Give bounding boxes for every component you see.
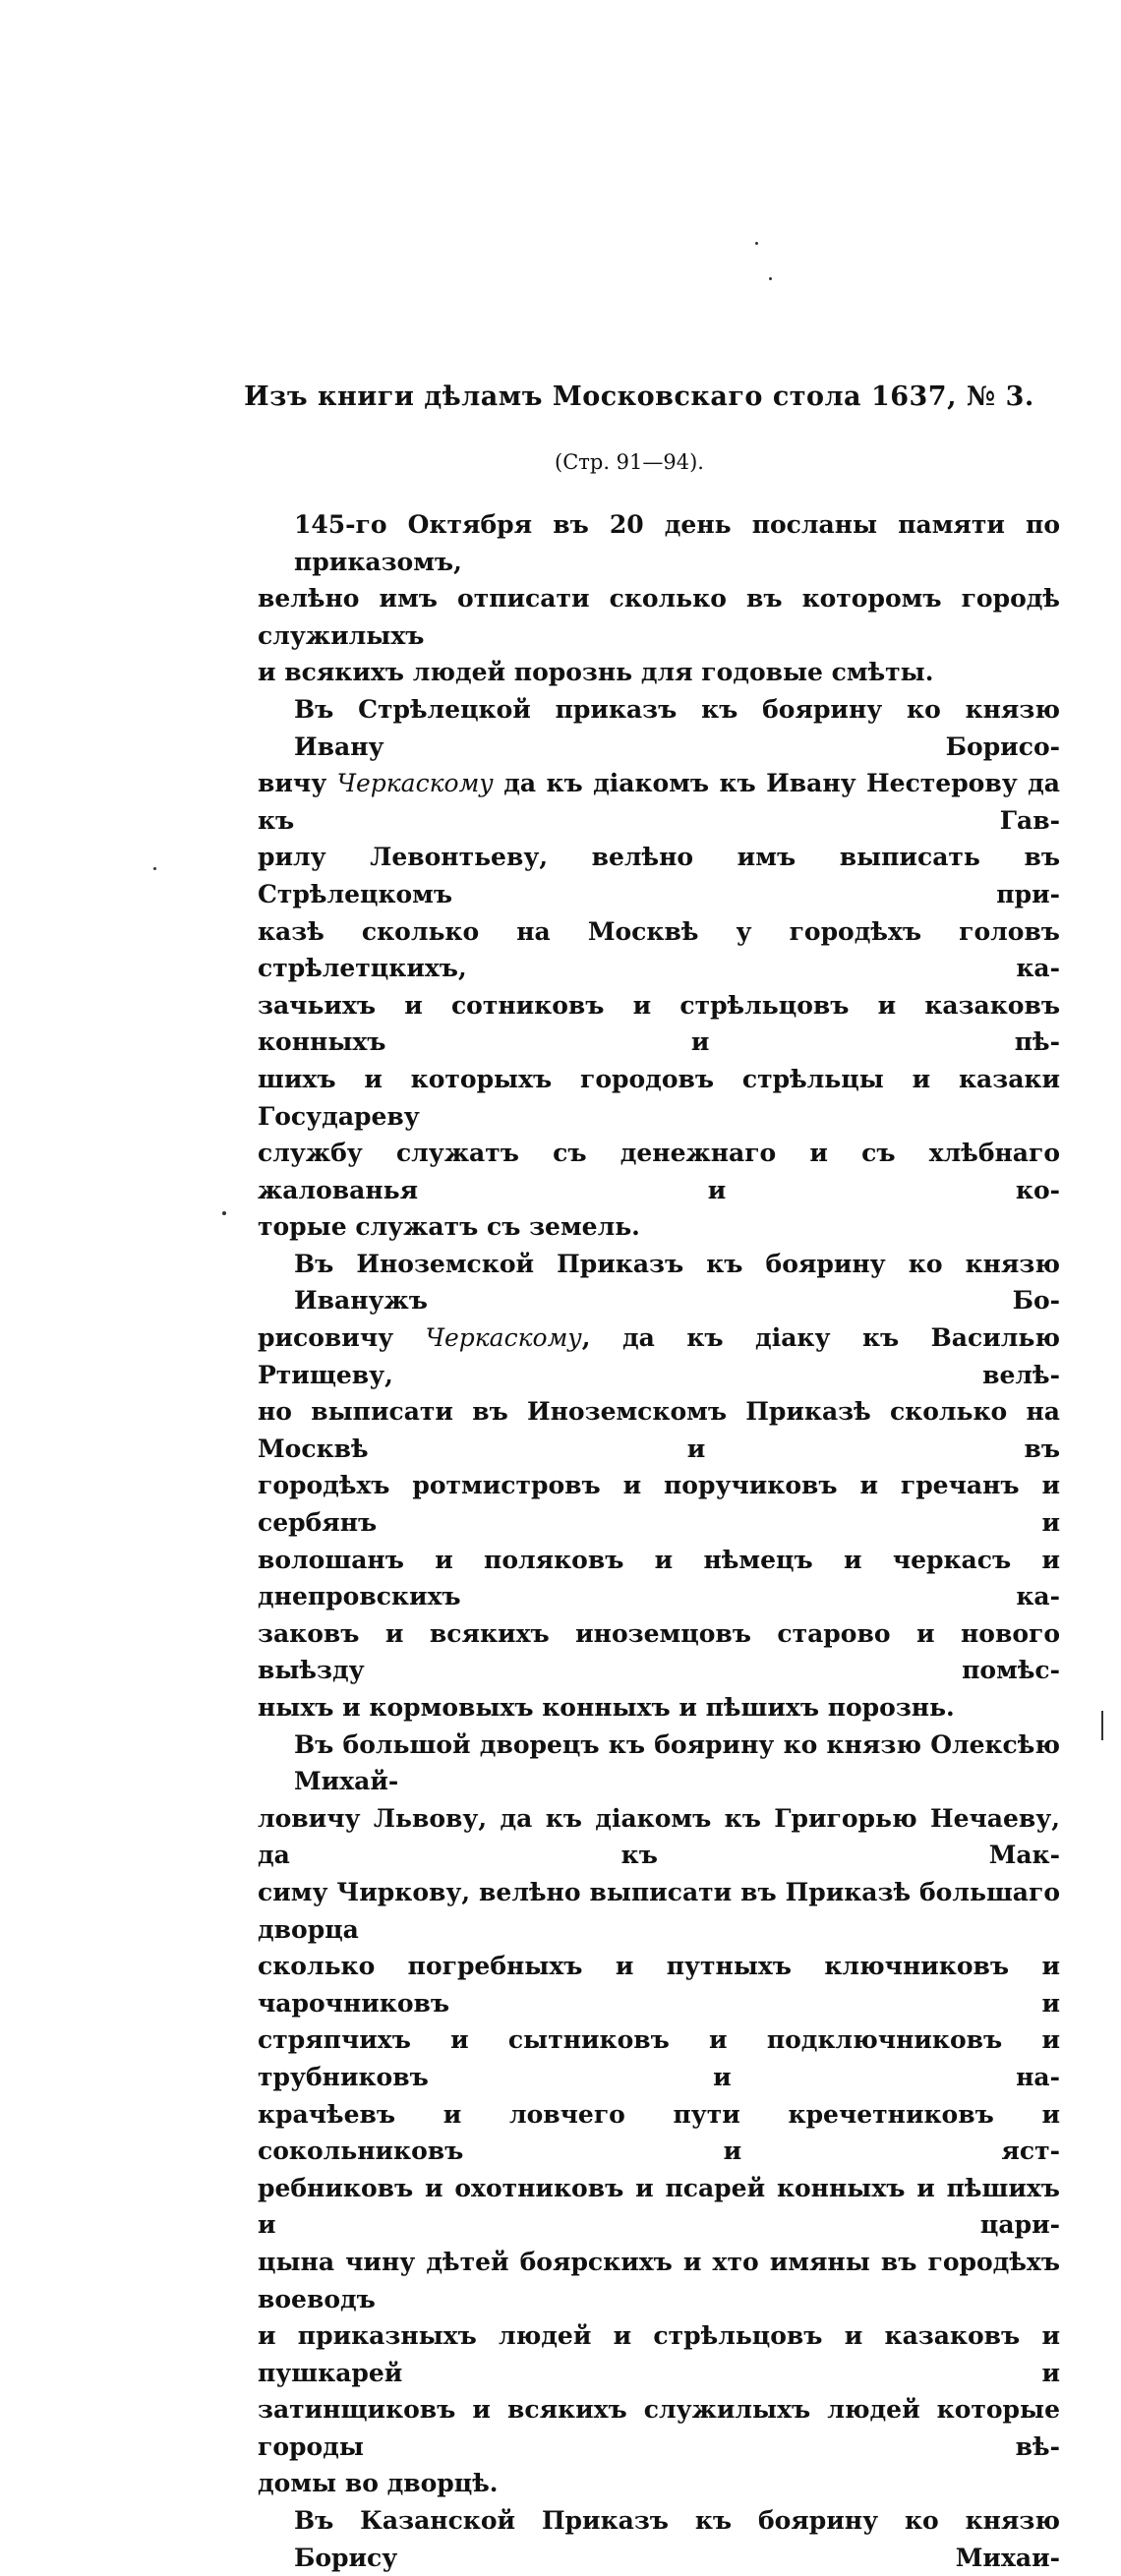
text-line: казѣ сколько на Москвѣ у городѣхъ головъ стрѣлетцкихъ, ка- [258,916,1060,983]
text-line: ловичу Львову, да къ діакомъ къ Григорью Нечаеву, да къ Мак- [258,1803,1060,1870]
paragraph [258,2502,1060,2576]
text-line: ныхъ и кормовыхъ конныхъ и пѣшихъ порознь. [258,1693,955,1722]
text-line: рилу Левонтьеву, велѣно имъ выписать въ Стрѣлецкомъ при- [258,843,1060,908]
text-line: 145-го Октября въ 20 день посланы памяти по приказомъ, [294,510,1060,576]
text-line: стряпчихъ и сытниковъ и подключниковъ и трубниковъ и на- [258,2025,1060,2091]
scan-speck [755,242,758,245]
text-line: Въ Стрѣлецкой приказъ къ боярину ко князю Ивану Борисо- [294,694,1060,761]
text-line: Въ Иноземской Приказъ къ боярину ко князю Иванужъ Бо- [294,1249,1060,1316]
scan-speck [1101,1711,1103,1740]
paragraph [258,506,1060,691]
text-line: шихъ и которыхъ городовъ стрѣльцы и казаки Государеву [258,1064,1060,1131]
text-line: службу служатъ съ денежнаго и съ хлѣбнаго жалованья и ко- [258,1139,1060,1204]
text-line: Въ Казанской Приказъ къ боярину ко князю Борису Михаи- [294,2506,1060,2572]
document-body [258,506,1060,2576]
text-line: ребниковъ и охотниковъ и псарей конныхъ и пѣшихъ и цари- [258,2173,1060,2240]
text-line: цына чину дѣтей боярскихъ и хто имяны въ городѣхъ воеводъ [258,2247,1060,2313]
scan-speck [769,277,772,280]
text-line: вичу Черкаскому да къ діакомъ къ Ивану Нестерову да къ Гав- [258,769,1060,835]
text-line: крачѣевъ и ловчего пути кречетниковъ и сокольниковъ и яст- [258,2099,1060,2166]
text-line: но выписати въ Иноземскомъ Приказѣ сколько на Москвѣ и въ [258,1397,1060,1463]
text-line: сколько погребныхъ и путныхъ ключниковъ и чарочниковъ и [258,1952,1060,2018]
text-line: и всякихъ людей порознь для годовые смѣты. [258,658,934,687]
text-line: заковъ и всякихъ иноземцовъ старово и нового выѣзду помѣс- [258,1618,1060,1685]
text-line: городѣхъ ротмистровъ и поручиковъ и гречанъ и сербянъ и [258,1471,1060,1538]
text-line: торые служатъ съ земель. [258,1212,640,1242]
text-line: Въ большой дворецъ къ боярину ко князю Олексѣю Михай- [294,1729,1060,1796]
text-line: домы во дворцѣ. [258,2469,499,2498]
text-line: и приказныхъ людей и стрѣльцовъ и казаковъ и пушкарей и [258,2321,1060,2387]
text-line: велѣно имъ отписати сколько въ которомъ городѣ служилыхъ [258,584,1060,650]
text-line: затинщиковъ и всякихъ служилыхъ людей которые городы вѣ- [258,2395,1060,2461]
text-line: зачьихъ и сотниковъ и стрѣльцовъ и казаковъ конныхъ и пѣ- [258,990,1060,1057]
text-line: рисовичу Черкаскому, да къ діаку къ Василью Ртищеву, велѣ- [258,1323,1060,1389]
text-line: симу Чиркову, велѣно выписати въ Приказѣ большаго дворца [258,1877,1060,1944]
page-range-reference: (Стр. 91—94). [555,450,704,474]
paragraph [258,691,1060,1246]
italic-name: Черкаскому [425,1323,582,1353]
scan-speck [222,1211,226,1215]
scan-speck [153,867,156,870]
italic-name: Черкаскому [336,769,494,798]
document-heading: Изъ книги дѣламъ Московскаго стола 1637, № 3. [244,381,1034,412]
paragraph [258,1727,1060,2502]
paragraph [258,1246,1060,1727]
text-line: волошанъ и поляковъ и нѣмецъ и черкасъ и днепровскихъ ка- [258,1545,1060,1611]
